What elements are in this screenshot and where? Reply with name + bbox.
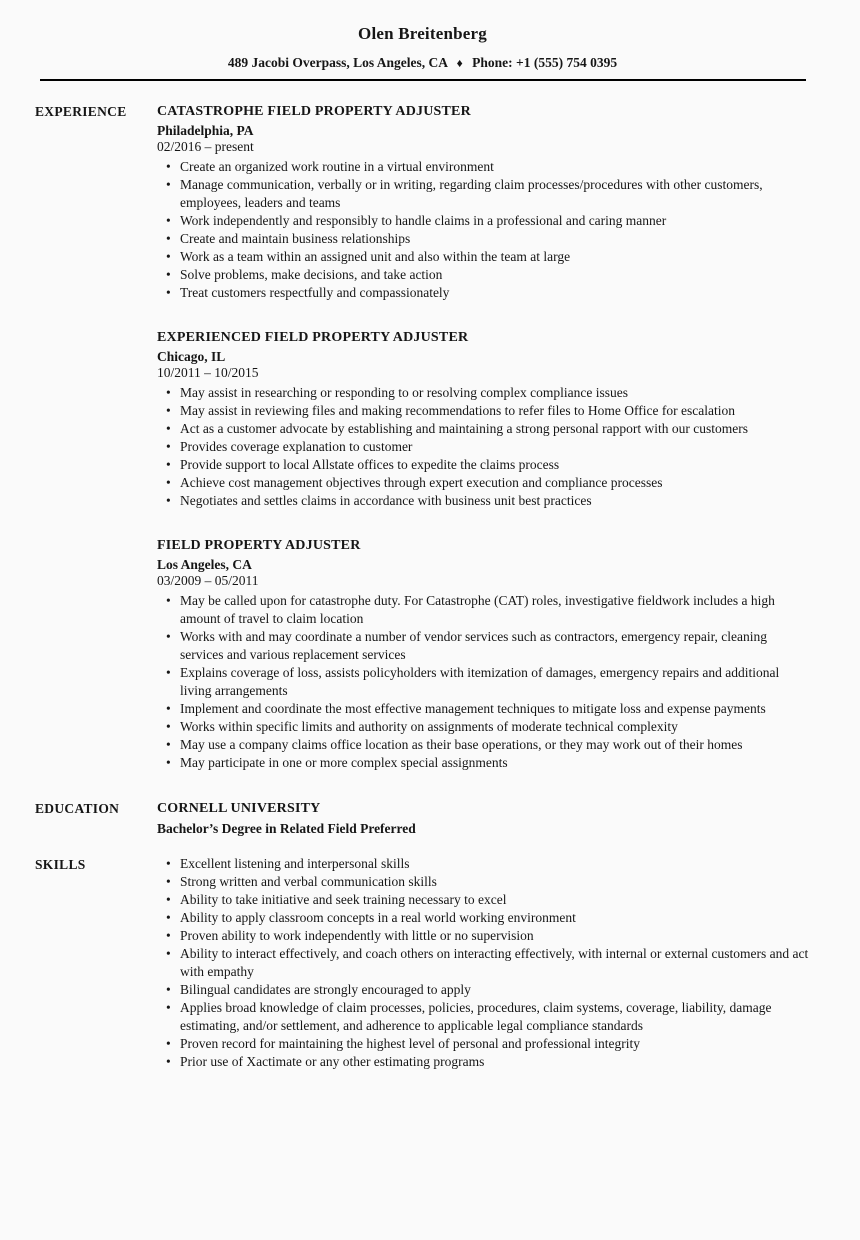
section-experience xyxy=(35,102,810,772)
job-location: Philadelphia, PA xyxy=(157,123,254,138)
job-bullet-list xyxy=(157,592,810,772)
header-divider xyxy=(40,79,806,81)
job-bullet: • Explains coverage of loss, assists policyholders with itemization of damages, emergency repairs and additional living arrangements xyxy=(157,664,810,700)
section-education xyxy=(35,799,810,838)
skill-bullet: • Excellent listening and interpersonal skills xyxy=(157,855,810,873)
skill-bullet: • Applies broad knowledge of claim processes, policies, procedures, claim systems, coverage, liability, damage estimating, and/or settlement, and adherence to applicable legal compliance standards xyxy=(157,999,810,1035)
skills-bullet-list xyxy=(157,855,810,1071)
diamond-separator-icon: ♦ xyxy=(456,56,463,70)
job-bullet-list xyxy=(157,384,810,510)
education-school: CORNELL UNIVERSITY xyxy=(157,801,321,816)
job-bullet: • Solve problems, make decisions, and take action xyxy=(157,266,810,284)
job-bullet: • Treat customers respectfully and compassionately xyxy=(157,284,810,302)
job-bullet: • May assist in researching or responding to or resolving complex compliance issues xyxy=(157,384,810,402)
section-label-skills: SKILLS xyxy=(35,857,86,872)
job-bullet: • Works with and may coordinate a number of vendor services such as contractors, emergency repair, cleaning services and various replacement services xyxy=(157,628,810,664)
job-entry-1 xyxy=(157,102,810,302)
skill-bullet: • Ability to apply classroom concepts in a real world working environment xyxy=(157,909,810,927)
job-bullet: • Create and maintain business relationships xyxy=(157,230,810,248)
resume-header xyxy=(35,24,810,81)
job-bullet: • Provides coverage explanation to customer xyxy=(157,438,810,456)
job-bullet: • May use a company claims office location as their base operations, or they may work out of their homes xyxy=(157,736,810,754)
section-label-experience: EXPERIENCE xyxy=(35,104,127,119)
job-location: Los Angeles, CA xyxy=(157,557,252,572)
contact-line xyxy=(35,55,810,71)
job-bullet: • Works within specific limits and authority on assignments of moderate technical complexity xyxy=(157,718,810,736)
job-dates: 03/2009 – 05/2011 xyxy=(157,573,259,588)
job-title: FIELD PROPERTY ADJUSTER xyxy=(157,538,361,553)
job-location: Chicago, IL xyxy=(157,349,226,364)
job-bullet: • Implement and coordinate the most effective management techniques to mitigate loss and expense payments xyxy=(157,700,810,718)
education-degree: Bachelor’s Degree in Related Field Preferred xyxy=(157,821,416,836)
contact-address: 489 Jacobi Overpass, Los Angeles, CA xyxy=(227,55,448,70)
job-entry-3 xyxy=(157,536,810,772)
skill-bullet: • Ability to interact effectively, and coach others on interacting effectively, with internal or external customers and act with empathy xyxy=(157,945,810,981)
job-bullet: • Act as a customer advocate by establishing and maintaining a strong personal rapport with our customers xyxy=(157,420,810,438)
education-content xyxy=(157,799,810,838)
job-bullet: • Negotiates and settles claims in accordance with business unit best practices xyxy=(157,492,810,510)
skill-bullet: • Prior use of Xactimate or any other estimating programs xyxy=(157,1053,810,1071)
job-bullet: • Provide support to local Allstate offices to expedite the claims process xyxy=(157,456,810,474)
job-bullet: • Achieve cost management objectives through expert execution and compliance processes xyxy=(157,474,810,492)
job-bullet: • Work as a team within an assigned unit and also within the team at large xyxy=(157,248,810,266)
section-skills xyxy=(35,855,810,1071)
skill-bullet: • Strong written and verbal communication skills xyxy=(157,873,810,891)
job-bullet: • Manage communication, verbally or in writing, regarding claim processes/procedures with other customers, employees, leaders and teams xyxy=(157,176,810,212)
job-title: EXPERIENCED FIELD PROPERTY ADJUSTER xyxy=(157,330,469,345)
section-label-education: EDUCATION xyxy=(35,801,120,816)
job-dates: 02/2016 – present xyxy=(157,139,254,154)
candidate-name: Olen Breitenberg xyxy=(358,24,487,43)
job-bullet-list xyxy=(157,158,810,302)
skill-bullet: • Ability to take initiative and seek training necessary to excel xyxy=(157,891,810,909)
job-entry-2 xyxy=(157,328,810,510)
skill-bullet: • Bilingual candidates are strongly encouraged to apply xyxy=(157,981,810,999)
job-dates: 10/2011 – 10/2015 xyxy=(157,365,259,380)
job-bullet: • Work independently and responsibly to handle claims in a professional and caring manner xyxy=(157,212,810,230)
experience-content xyxy=(157,102,810,772)
skills-content xyxy=(157,855,810,1071)
job-bullet: • May be called upon for catastrophe duty. For Catastrophe (CAT) roles, investigative fieldwork includes a high amount of travel to claim location xyxy=(157,592,810,628)
job-title: CATASTROPHE FIELD PROPERTY ADJUSTER xyxy=(157,104,471,119)
job-bullet: • May participate in one or more complex special assignments xyxy=(157,754,810,772)
job-bullet: • May assist in reviewing files and making recommendations to refer files to Home Office for escalation xyxy=(157,402,810,420)
job-bullet: • Create an organized work routine in a virtual environment xyxy=(157,158,810,176)
skill-bullet: • Proven record for maintaining the highest level of personal and professional integrity xyxy=(157,1035,810,1053)
skill-bullet: • Proven ability to work independently with little or no supervision xyxy=(157,927,810,945)
contact-phone: Phone: +1 (555) 754 0395 xyxy=(472,55,618,70)
